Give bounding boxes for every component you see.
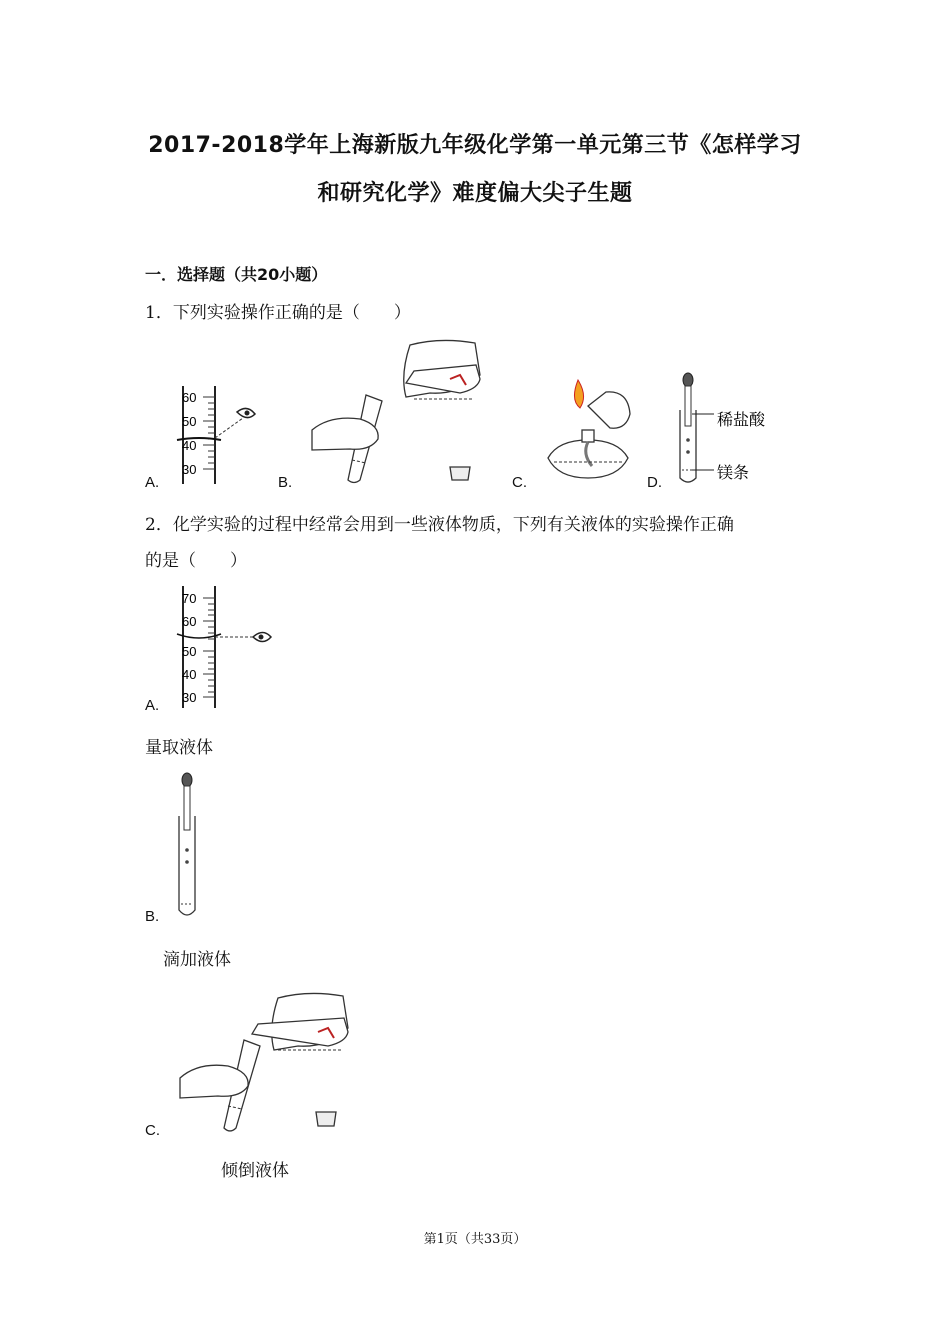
q1-figure-b-pouring (310, 335, 485, 485)
reagent-bottle (252, 1018, 348, 1046)
q2-caption-a: 量取液体 (145, 738, 213, 758)
q1-figure-d-dropper (672, 370, 782, 488)
tick-label: 30 (182, 690, 197, 705)
q1-option-b: B. (278, 474, 293, 491)
left-hand (312, 418, 378, 450)
q2-figure-c-pouring (178, 988, 353, 1136)
tick-label: 40 (182, 438, 197, 453)
q2-figure-b-dropper (172, 770, 202, 922)
dropper-tube (685, 386, 691, 426)
bottle-stopper (450, 467, 470, 480)
q1-figure-a-cylinder (175, 382, 260, 486)
q2-caption-b: 滴加液体 (163, 950, 231, 970)
tick-label: 60 (182, 390, 197, 405)
question-1-stem: 1．下列实验操作正确的是（ ） (145, 303, 411, 323)
cylinder-scale (203, 397, 215, 469)
question-2-stem-line-2: 的是（ ） (145, 551, 247, 571)
question-2-stem-line-1: 2．化学实验的过程中经常会用到一些液体物质，下列有关液体的实验操作正确 (145, 515, 734, 535)
droplet (185, 860, 189, 864)
droplet (185, 848, 189, 852)
q2-option-c: C. (145, 1122, 160, 1139)
dropper-tube (184, 786, 190, 830)
q1-option-d: D. (647, 474, 662, 491)
tick-label: 70 (182, 591, 197, 606)
tick-label: 30 (182, 462, 197, 477)
dropper-bulb (683, 373, 693, 387)
q2-option-b: B. (145, 908, 160, 925)
document-title-line-2: 和研究化学》难度偏大尖子生题 (317, 181, 633, 206)
tick-label: 60 (182, 614, 197, 629)
eye-pupil (245, 411, 250, 416)
liquid-meniscus (177, 438, 221, 440)
q2-caption-c: 倾倒液体 (221, 1161, 289, 1181)
q1-option-c: C. (512, 474, 527, 491)
tick-label: 50 (182, 644, 197, 659)
droplet (686, 438, 690, 442)
q1-option-a: A. (145, 474, 160, 491)
tick-label: 40 (182, 667, 197, 682)
eye-pupil (259, 635, 264, 640)
cylinder-scale (203, 598, 215, 697)
label-hydrochloric-acid: 稀盐酸 (717, 412, 766, 429)
sight-line (215, 418, 243, 438)
dropper-bulb (182, 773, 192, 787)
test-tube (179, 816, 195, 915)
lamp-neck (582, 430, 594, 442)
page-footer: 第1页（共33页） (423, 1232, 527, 1247)
droplet (686, 450, 690, 454)
q1-figure-c-alcohol-lamps (538, 378, 638, 488)
section-heading: 一．选择题（共20小题） (145, 265, 328, 284)
q2-option-a: A. (145, 697, 160, 714)
tick-label: 50 (182, 414, 197, 429)
label-magnesium-strip: 镁条 (717, 465, 750, 482)
bottle-stopper (316, 1112, 336, 1126)
tilted-lamp (588, 392, 630, 428)
q2-figure-a-cylinder (175, 584, 275, 710)
left-hand (180, 1065, 248, 1098)
flame-icon (574, 380, 583, 408)
document-title-line-1: 2017-2018学年上海新版九年级化学第一单元第三节《怎样学习 (148, 133, 802, 158)
